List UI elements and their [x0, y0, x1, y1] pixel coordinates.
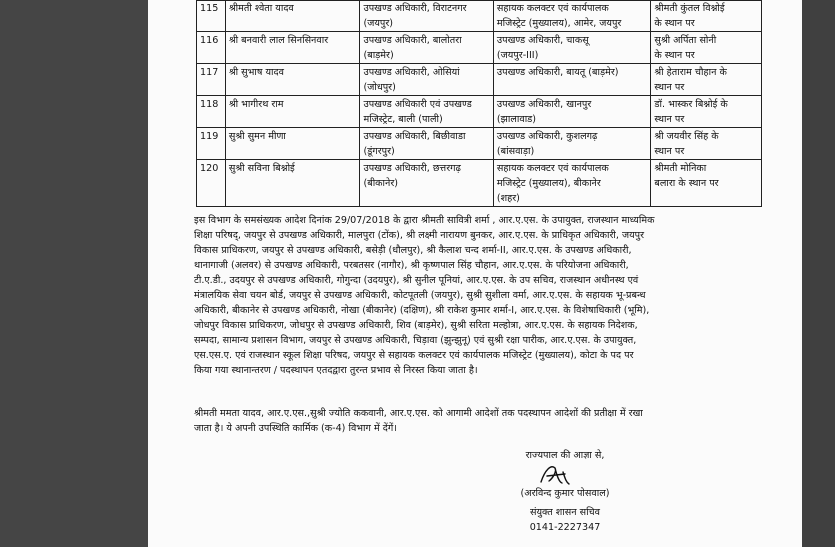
- viewer-left-margin: [0, 0, 148, 547]
- current-posting-cell: [360, 32, 493, 64]
- document-page: [148, 0, 802, 547]
- table-row: [197, 96, 762, 128]
- cell-line: उपखण्ड अधिकारी, छत्तरगढ़: [363, 163, 461, 174]
- cell-line: उपखण्ड अधिकारी एवं उपखण्ड: [363, 99, 472, 110]
- cell-line: उपखण्ड अधिकारी, ओसियां: [363, 67, 460, 78]
- cancellation-paragraph: [194, 213, 772, 378]
- table-row: [197, 32, 762, 64]
- cell-line: सहायक कलक्टर एवं कार्यपालक: [496, 163, 609, 174]
- cell-line: (जयपुर-III): [496, 50, 539, 61]
- cell-line: बलारा के स्थान पर: [654, 178, 719, 189]
- cell-line: स्थान पर: [654, 82, 685, 93]
- officer-name-cell: श्रीमती श्वेता यादव: [225, 1, 360, 32]
- cell-line: मजिस्ट्रेट (मुख्यालय), बीकानेर: [496, 178, 601, 189]
- cell-line: (बाड़मेर): [363, 50, 394, 61]
- serial-number-cell: 117: [197, 64, 226, 96]
- text-line: शिक्षा परिषद्, जयपुर से उपखण्ड अधिकारी, मालपुरा (टोंक), श्री लक्ष्मी नारायण बुनकर, आर.ए.एस. के प्राधिकृत अधिकारी, जयपुर: [194, 230, 645, 241]
- cell-line: उपखण्ड अधिकारी, बायतू (बाड़मेर): [496, 67, 619, 78]
- text-line: थानागाजी (अलवर) से उपखण्ड अधिकारी, परबतसर (नागौर), श्री कृष्णपाल सिंह चौहान, आर.ए.एस. के परियोजना अधिकारी,: [194, 260, 629, 271]
- table-row: [197, 64, 762, 96]
- cell-line: के स्थान पर: [654, 50, 695, 61]
- text-line: अधिकारी, बीकानेर से उपखण्ड अधिकारी, नोखा (बीकानेर) (दक्षिण), श्री राकेश कुमार शर्मा-I, आर.ए.एस. के विशेषाधिकारी (भूमि),: [194, 305, 650, 316]
- replacing-officer-cell: [651, 160, 762, 207]
- text-line: एस.एस.ए. एवं राजस्थान स्कूल शिक्षा परिषद, जयपुर से सहायक कलक्टर एवं कार्यपालक मजिस्ट्रेट (मुख्यालय), कोटा के पद पर: [194, 350, 634, 361]
- serial-number-cell: 116: [197, 32, 226, 64]
- new-posting-cell: [493, 96, 650, 128]
- cell-line: मजिस्ट्रेट (मुख्यालय), आमेर, जयपुर: [496, 18, 622, 29]
- cell-line: स्थान पर: [654, 114, 685, 125]
- new-posting-cell: [493, 1, 650, 32]
- cell-line: उपखण्ड अधिकारी, बिछीवाडा: [363, 131, 466, 142]
- text-line: जाता है। ये अपनी उपस्थिति कार्मिक (क-4) विभाग में देंगें।: [194, 423, 397, 434]
- current-posting-cell: [360, 128, 493, 160]
- serial-number-cell: 115: [197, 1, 226, 32]
- current-posting-cell: [360, 64, 493, 96]
- table-row: [197, 128, 762, 160]
- officer-name-cell: सुश्री सविना बिश्नोई: [225, 160, 360, 207]
- table-row: [197, 1, 762, 32]
- cell-line: उपखण्ड अधिकारी, विराटनगर: [363, 3, 467, 14]
- cell-line: स्थान पर: [654, 146, 685, 157]
- cell-line: (जयपुर): [363, 18, 394, 29]
- officer-name-cell: श्री भागीरथ राम: [225, 96, 360, 128]
- cell-line: (बांसवाड़ा): [496, 146, 535, 157]
- new-posting-cell: [493, 160, 650, 207]
- awaiting-posting-paragraph: [194, 406, 772, 436]
- new-posting-cell: [493, 128, 650, 160]
- text-line: जोधपुर विकास प्राधिकरण, जोधपुर से उपखण्ड अधिकारी, शिव (बाड़मेर), सुश्री सरिता मल्होत्रा, आर.ए.एस. के सहायक निदेशक,: [194, 320, 638, 331]
- cell-line: श्रीमती कुंतल विश्नोई: [654, 3, 725, 14]
- transfer-table: [196, 0, 762, 207]
- signatory-name: (अरविन्द कुमार पोसवाल): [520, 488, 610, 499]
- cell-line: (शहर): [496, 193, 520, 204]
- replacing-officer-cell: [651, 128, 762, 160]
- text-line: श्रीमती ममता यादव, आर.ए.एस.,सुश्री ज्योति ककवानी, आर.ए.एस. को आगामी आदेशों तक पदस्थापन आदेशों की प्रतीक्षा में रखा: [194, 408, 643, 419]
- text-line: मंत्रालयिक सेवा चयन बोर्ड, जयपुर से उपखण्ड अधिकारी, कोटपूतली (जयपुर), सुश्री सुशीला वर्मा, आर.ए.एस. के सहायक भू-प्रबन्ध: [194, 290, 646, 301]
- cell-line: श्री हेताराम चौहान के: [654, 67, 727, 78]
- signatory-designation: संयुक्त शासन सचिव: [530, 507, 600, 518]
- signature-mark: [535, 462, 575, 488]
- signatory-phone: 0141-2227347: [529, 522, 601, 533]
- cell-line: श्रीमती मोनिका: [654, 163, 707, 174]
- cell-line: सुश्री अर्पिता सोनी: [654, 35, 717, 46]
- cell-line: उपखण्ड अधिकारी, बालोतरा: [363, 35, 462, 46]
- cell-line: उपखण्ड अधिकारी, चाकसू: [496, 35, 589, 46]
- cell-line: उपखण्ड अधिकारी, कुशलगढ़: [496, 131, 598, 142]
- cell-line: डॉ. भास्कर बिश्नोई के: [654, 99, 728, 110]
- text-line: विकास प्राधिकरण, जयपुर से उपखण्ड अधिकारी, बसेड़ी (धौलपुर), श्री कैलाश चन्द शर्मा-II, आर.ए.एस. के उपखण्ड अधिकारी,: [194, 245, 632, 256]
- replacing-officer-cell: [651, 96, 762, 128]
- by-order-line: राज्यपाल की आज्ञा से,: [525, 450, 605, 461]
- cell-line: के स्थान पर: [654, 18, 695, 29]
- table-row: [197, 160, 762, 207]
- replacing-officer-cell: [651, 32, 762, 64]
- text-line: टी.ए.डी., उदयपुर से उपखण्ड अधिकारी, गोगुन्दा (उदयपुर), श्री सुनील पूनियां, आर.ए.एस. के उप सचिव, राजस्थान अधीनस्थ एवं: [194, 275, 639, 286]
- text-line: किया गया स्थानान्तरण / पदस्थापन एतदद्वारा तुरन्त प्रभाव से निरस्त किया जाता है।: [194, 365, 478, 376]
- current-posting-cell: [360, 1, 493, 32]
- cell-line: (बीकानेर): [363, 178, 399, 189]
- text-line: सम्पदा, सामान्य प्रशासन विभाग, जयपुर से उपखण्ड अधिकारी, चिड़ावा (झुन्झुनू) एवं सुश्री रक्षा पारीक, आर.ए.एस. के उपायुक्त,: [194, 335, 637, 346]
- cell-line: (डूंगरपुर): [363, 146, 395, 157]
- new-posting-cell: [493, 32, 650, 64]
- cell-line: सहायक कलक्टर एवं कार्यपालक: [496, 3, 609, 14]
- cell-line: (झालावाड): [496, 114, 537, 125]
- cell-line: (जोधपुर): [363, 82, 396, 93]
- cell-line: श्री जयवीर सिंह के: [654, 131, 719, 142]
- officer-name-cell: श्री सुभाष यादव: [225, 64, 360, 96]
- officer-name-cell: श्री बनवारी लाल सिनसिनवार: [225, 32, 360, 64]
- serial-number-cell: 118: [197, 96, 226, 128]
- cell-line: उपखण्ड अधिकारी, खानपुर: [496, 99, 592, 110]
- serial-number-cell: 119: [197, 128, 226, 160]
- text-line: इस विभाग के समसंख्यक आदेश दिनांक 29/07/2018 के द्वारा श्रीमती सावित्री शर्मा , आर.ए.एस. के उपायुक्त, राजस्थान माध्यमिक: [194, 215, 655, 226]
- new-posting-cell: [493, 64, 650, 96]
- current-posting-cell: [360, 160, 493, 207]
- cell-line: मजिस्ट्रेट, बाली (पाली): [363, 114, 443, 125]
- officer-name-cell: सुश्री सुमन मीणा: [225, 128, 360, 160]
- current-posting-cell: [360, 96, 493, 128]
- serial-number-cell: 120: [197, 160, 226, 207]
- replacing-officer-cell: [651, 1, 762, 32]
- replacing-officer-cell: [651, 64, 762, 96]
- viewer-scrollbar-area[interactable]: [802, 0, 835, 547]
